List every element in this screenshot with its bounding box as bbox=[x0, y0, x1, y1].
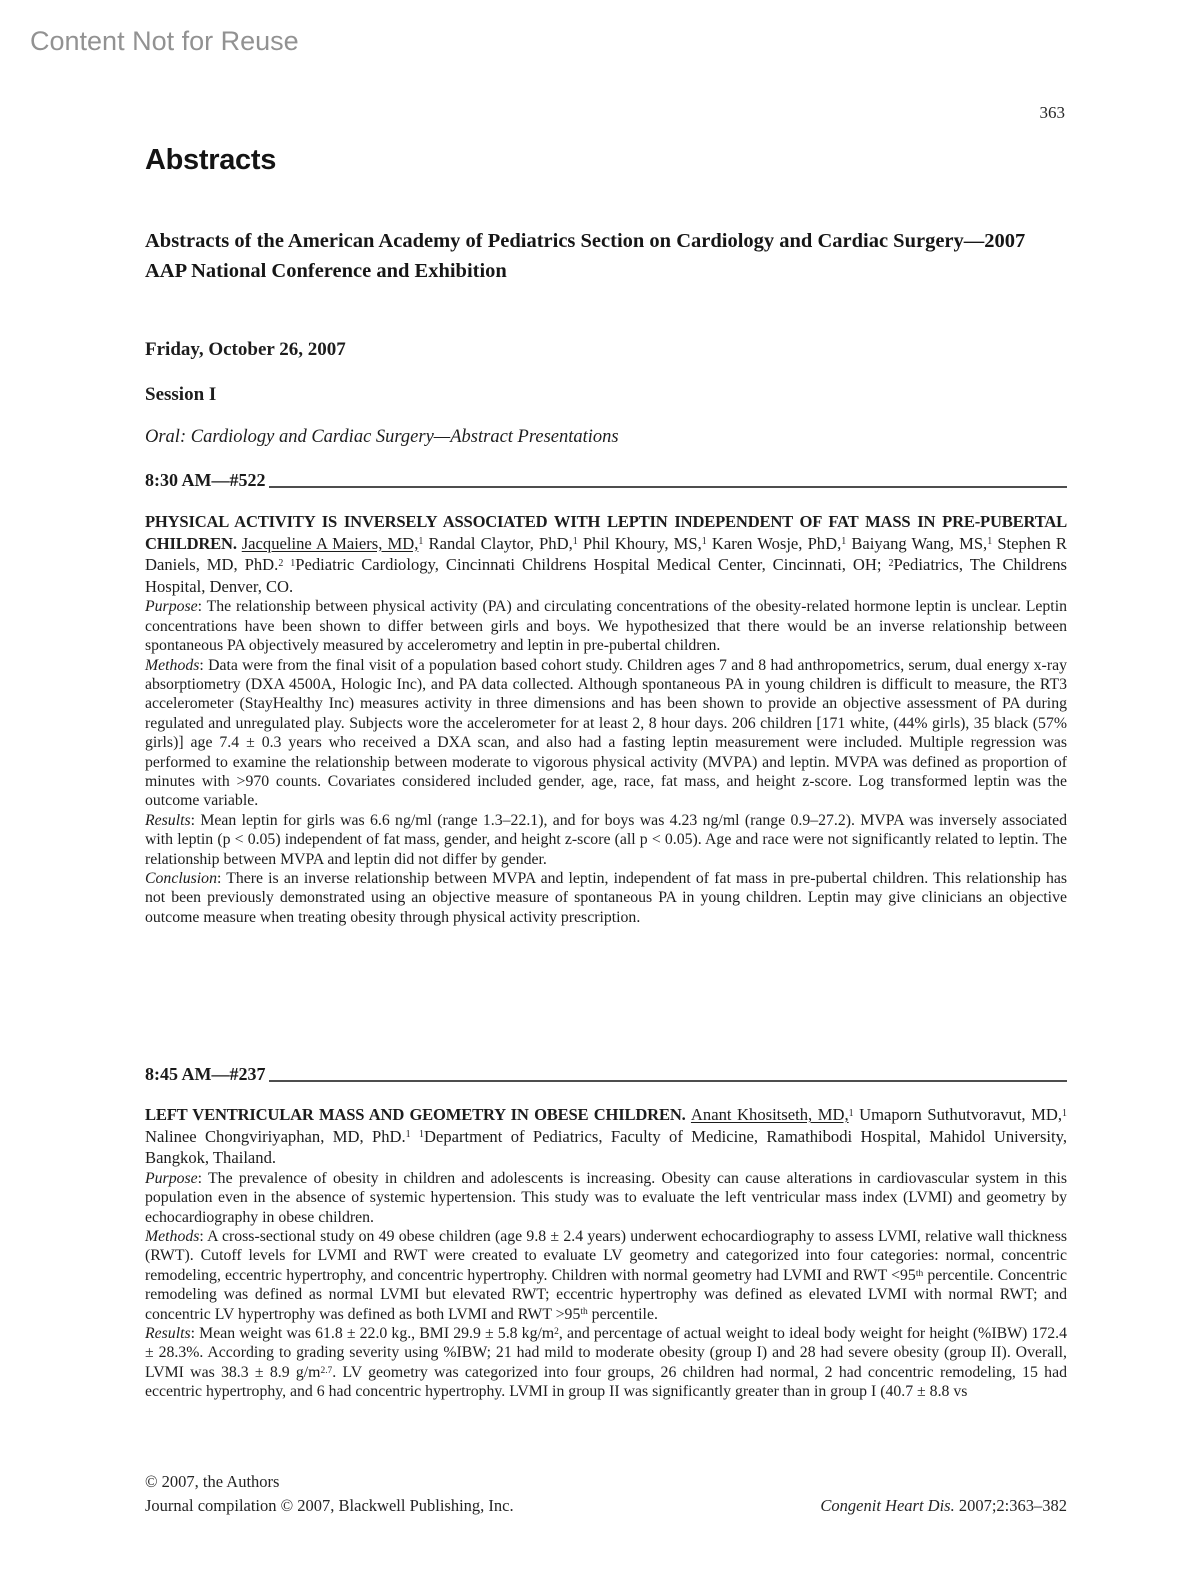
slot-rule-divider bbox=[269, 486, 1068, 488]
methods-paragraph: Methods: Data were from the final visit of a population based cohort study. Children ages 7 and 8 had anthropometrics, serum, dual energy x-ray absorptiometry (DXA 4500A, Hologic Inc), and PA data collected. Although spontaneous PA in young children is difficult to measure, the RT3 accelerometer (StayHealthy Inc) measures activity in three dimensions and has been shown to provide an objective assessment of PA during regulated and unregulated play. Subjects wore the accelerometer for at least 2, 8 hour days. 206 children [171 white, (44% girls), 35 black (57% girls)] age 7.4 ± 0.3 years who received a DXA scan, and also had a fasting leptin measurement were included. Multiple regression was performed to examine the relationship between moderate to vigorous physical activity (MVPA) and leptin. MVPA was defined as proportion of minutes with >970 counts. Covariates considered included gender, age, race, fat mass, and height z-score. Log transformed leptin was the outcome variable. bbox=[145, 656, 1067, 810]
page-number: 363 bbox=[1039, 103, 1065, 122]
compilation-line: Journal compilation © 2007, Blackwell Publishing, Inc. bbox=[145, 1496, 514, 1515]
journal-citation: Congenit Heart Dis. 2007;2:363–382 bbox=[820, 1496, 1067, 1515]
time-slot-heading-1 bbox=[145, 470, 1067, 491]
slot-rule-divider bbox=[269, 1080, 1068, 1082]
page-footer bbox=[145, 1472, 1067, 1516]
conclusion-paragraph: Conclusion: There is an inverse relationship between MVPA and leptin, independent of fat mass in pre-pubertal children. This relationship has not been previously demonstrated using an objective measure of spontaneous PA in young children. Leptin may give clinicians an objective outcome measure when treating obesity through physical activity prescription. bbox=[145, 870, 1067, 926]
time-slot-label: 8:30 AM—#522 bbox=[145, 470, 266, 490]
abstract-title-authors: PHYSICAL ACTIVITY IS INVERSELY ASSOCIATED WITH LEPTIN INDEPENDENT OF FAT MASS IN PRE-PUBERTAL CHILDREN. Jacqueline A Maiers, MD,$^1$ Randal Claytor, PhD,$^1$ Phil Khoury, MS,$^1$ Karen Wosje, PhD,$^1$ Baiyang Wang, MS,$^1$ Stephen R Daniels, MD, PhD.$^2$ $^1$Pediatric Cardiology, Cincinnati Childrens Hospital Medical Center, Cincinnati, OH; $^2$Pediatrics, The Childrens Hospital, Denver, CO. bbox=[145, 512, 1067, 596]
conference-title: Abstracts of the American Academy of Pediatrics Section on Cardiology and Cardiac Surgery—2007 AAP National Conference and Exhibition bbox=[145, 230, 1026, 282]
footer-row bbox=[145, 1496, 1067, 1516]
time-slot-heading-2 bbox=[145, 1064, 1067, 1085]
watermark-text: Content Not for Reuse bbox=[30, 26, 299, 56]
results-paragraph: Results: Mean leptin for girls was 6.6 ng/ml (range 1.3–22.1), and for boys was 4.23 ng/ml (range 0.9–27.2). MVPA was inversely associated with leptin (p < 0.05) independent of fat mass, gender, and height z-score (all p < 0.05). Age and race were not significantly related to leptin. The relationship between MVPA and leptin did not differ by gender. bbox=[145, 811, 1067, 868]
session-subtitle: Oral: Cardiology and Cardiac Surgery—Abstract Presentations bbox=[145, 427, 619, 447]
purpose-paragraph: Purpose: The prevalence of obesity in children and adolescents is increasing. Obesity can cause alterations in cardiovascular system in this population even in the absence of systemic hypertension. This study was to evaluate the left ventricular mass index (LVMI) and geometry by echocardiography in obese children. bbox=[145, 1169, 1067, 1226]
abstract-title-authors: LEFT VENTRICULAR MASS AND GEOMETRY IN OBESE CHILDREN. Anant Khositseth, MD,$^1$ Umaporn Suthutvoravut, MD,$^1$ Nalinee Chongviriyaphan, MD, PhD.$^1$ $^1$Department of Pediatrics, Faculty of Medicine, Ramathibodi Hospital, Mahidol University, Bangkok, Thailand. bbox=[145, 1105, 1068, 1168]
page-content bbox=[145, 0, 1067, 1582]
results-paragraph: Results: Mean weight was 61.8 ± 22.0 kg., BMI 29.9 ± 5.8 $kg/m^2$, and percentage of actual weight to ideal body weight for height (%IBW) 172.4 ± 28.3%. According to grading severity using %IBW; 21 had mild to moderate obesity (group I) and 28 had severe obesity (group II). Overall, LVMI was 38.3 ± 8.9 $g/m^{2.7}$. LV geometry was categorized into four groups, 26 children had normal, 2 had concentric remodeling, 15 had eccentric hypertrophy, and 6 had concentric hypertrophy. LVMI in group II was significantly greater than in group I (40.7 ± 8.8 vs bbox=[145, 1325, 1067, 1401]
abstract-2 bbox=[145, 1104, 1067, 1402]
time-slot-label: 8:45 AM—#237 bbox=[145, 1064, 266, 1084]
methods-paragraph: Methods: A cross-sectional study on 49 obese children (age 9.8 ± 2.4 years) underwent echocardiography to assess LVMI, relative wall thickness (RWT). Cutoff levels for LVMI and RWT were created to evaluate LV geometry and categorized into four categories: normal, concentric remodeling, eccentric hypertrophy, and concentric hypertrophy. Children with normal geometry had LVMI and RWT <95th percentile. Concentric remodeling was defined as normal LVMI but elevated RWT; eccentric hypertrophy was defined as elevated LVMI with normal RWT; and concentric LV hypertrophy was defined as both LVMI and RWT >95th percentile. bbox=[145, 1228, 1068, 1323]
copyright-line: © 2007, the Authors bbox=[145, 1472, 280, 1491]
session-heading: Session I bbox=[145, 384, 217, 405]
section-heading: Abstracts bbox=[145, 144, 277, 176]
date-heading: Friday, October 26, 2007 bbox=[145, 339, 346, 360]
abstract-1 bbox=[145, 511, 1067, 927]
purpose-paragraph: Purpose: The relationship between physical activity (PA) and circulating concentrations of the obesity-related hormone leptin is unclear. Leptin concentrations have been shown to differ between girls and boys. We hypothesized that there would be an inverse relationship between spontaneous PA objectively measured by accelerometry and leptin in pre-pubertal children. bbox=[145, 598, 1067, 655]
